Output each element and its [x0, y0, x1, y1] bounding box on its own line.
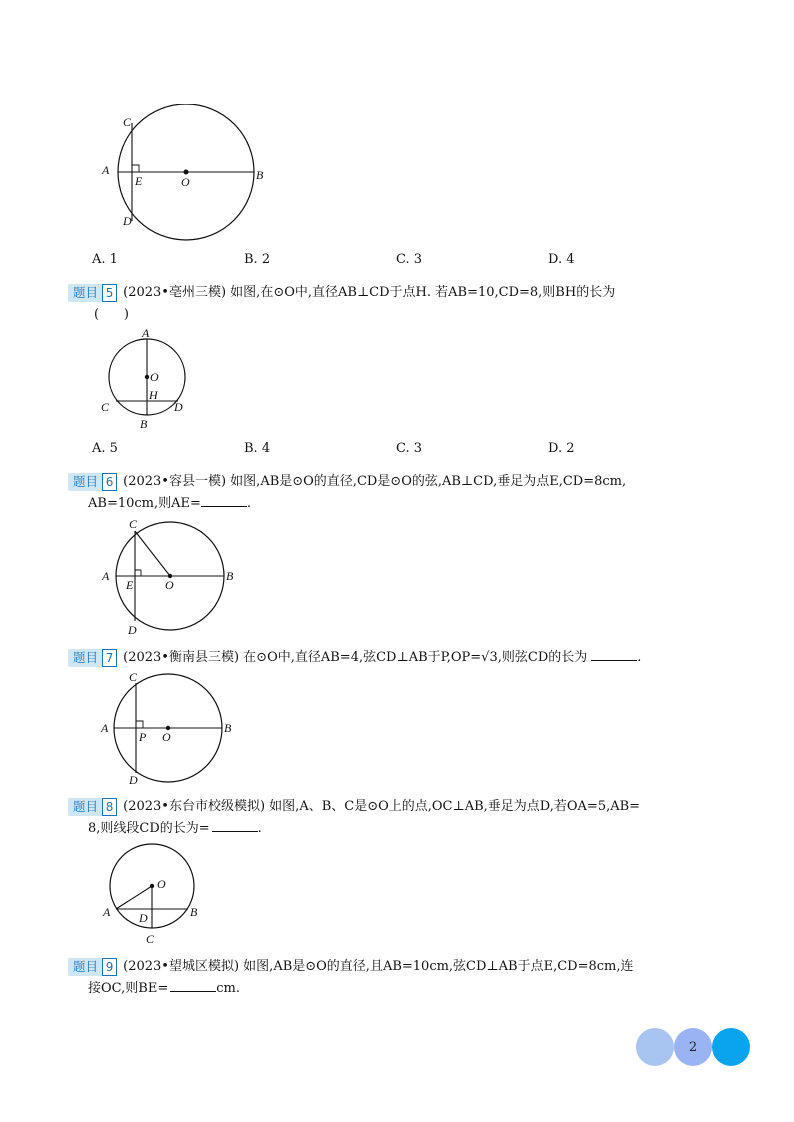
label-c: C: [101, 400, 110, 414]
question-number: 8: [102, 798, 117, 816]
label-h: H: [149, 388, 158, 402]
question-5: [68, 282, 728, 326]
choice-c[interactable]: C. 3: [396, 441, 423, 456]
answer-blank[interactable]: [170, 979, 216, 992]
label-a: A: [101, 721, 109, 735]
answer-blank[interactable]: [591, 648, 637, 661]
choice-c[interactable]: C. 3: [396, 252, 423, 267]
label-o: O: [150, 370, 159, 384]
question-6: [68, 471, 728, 515]
q4-choices: [92, 252, 712, 267]
label-o: O: [165, 578, 174, 592]
figure-q6: [96, 516, 246, 638]
answer-blank[interactable]: [212, 819, 258, 832]
question-number: 7: [102, 649, 117, 667]
choice-d[interactable]: D. 2: [548, 441, 575, 456]
q5-choices: [92, 441, 712, 456]
question-number: 5: [102, 284, 117, 302]
question-number: 9: [102, 958, 117, 976]
choice-a[interactable]: A. 5: [92, 441, 118, 456]
label-b: B: [140, 417, 148, 431]
label-b: B: [256, 168, 264, 182]
label-b: B: [224, 721, 232, 735]
label-c: C: [146, 932, 155, 946]
label-b: B: [226, 569, 234, 583]
label-c: C: [129, 670, 138, 684]
page-number: 2: [674, 1028, 712, 1066]
question-text: (2023•容县一模) 如图,AB是⊙O的直径,CD是⊙O的弦,AB⊥CD,垂足为点E,CD=8cm,: [123, 474, 627, 489]
question-tag: 题目: [68, 473, 103, 491]
question-text: (2023•亳州三模) 如图,在⊙O中,直径AB⊥CD于点H. 若AB=10,CD=8,则BH的长为: [123, 285, 616, 300]
question-text: (2023•衡南县三模) 在⊙O中,直径AB=4,弦CD⊥AB于P,OP=√3,则弦CD的长为: [123, 650, 588, 665]
label-c: C: [123, 115, 132, 129]
question-tag: 题目: [68, 649, 103, 667]
label-d: D: [123, 214, 132, 228]
question-tag: 题目: [68, 798, 103, 816]
figure-q8: [96, 842, 210, 948]
figure-q5: [96, 326, 206, 436]
label-a: A: [102, 569, 110, 583]
choice-a[interactable]: A. 1: [92, 252, 118, 267]
answer-blank[interactable]: [201, 494, 247, 507]
question-tag: 题目: [68, 958, 103, 976]
label-b: B: [190, 905, 198, 919]
period: .: [246, 496, 252, 511]
label-c: C: [129, 517, 138, 531]
unit-text: cm.: [216, 981, 240, 996]
figure-q4: [96, 104, 276, 244]
question-text: (2023•东台市校级模拟) 如图,A、B、C是⊙O上的点,OC⊥AB,垂足为点D,若OA=5,AB=: [123, 799, 641, 814]
label-p: P: [139, 730, 147, 744]
question-text: (2023•望城区模拟) 如图,AB是⊙O的直径,且AB=10cm,弦CD⊥AB于点E,CD=8cm,连: [123, 959, 634, 974]
period: .: [257, 821, 262, 836]
answer-paren: ( ): [94, 307, 129, 322]
label-o: O: [157, 877, 166, 891]
question-7: [68, 647, 728, 669]
question-9: [68, 956, 728, 1000]
decor-circle-left: [636, 1028, 674, 1066]
label-e: E: [135, 174, 143, 188]
question-text-2: 接OC,则BE=: [88, 981, 169, 996]
question-text-2: 8,则线段CD的长为=: [88, 821, 210, 836]
period: .: [637, 650, 642, 665]
question-tag: 题目: [68, 284, 103, 302]
label-d: D: [174, 400, 183, 414]
label-o: O: [181, 175, 190, 189]
page-number-badge: [636, 1028, 756, 1068]
label-o: O: [162, 730, 171, 744]
label-a: A: [102, 163, 110, 177]
figure-q7: [96, 670, 242, 788]
decor-circle-right: [712, 1028, 750, 1066]
label-a: A: [142, 326, 150, 340]
label-d: D: [139, 911, 148, 925]
choice-b[interactable]: B. 4: [244, 441, 271, 456]
label-d: D: [129, 773, 138, 787]
question-number: 6: [102, 473, 117, 491]
question-text-2: AB=10cm,则AE=: [88, 496, 201, 511]
label-a: A: [103, 905, 111, 919]
label-d: D: [128, 623, 137, 637]
label-e: E: [126, 578, 134, 592]
question-8: [68, 796, 728, 840]
choice-d[interactable]: D. 4: [548, 252, 575, 267]
choice-b[interactable]: B. 2: [244, 252, 271, 267]
